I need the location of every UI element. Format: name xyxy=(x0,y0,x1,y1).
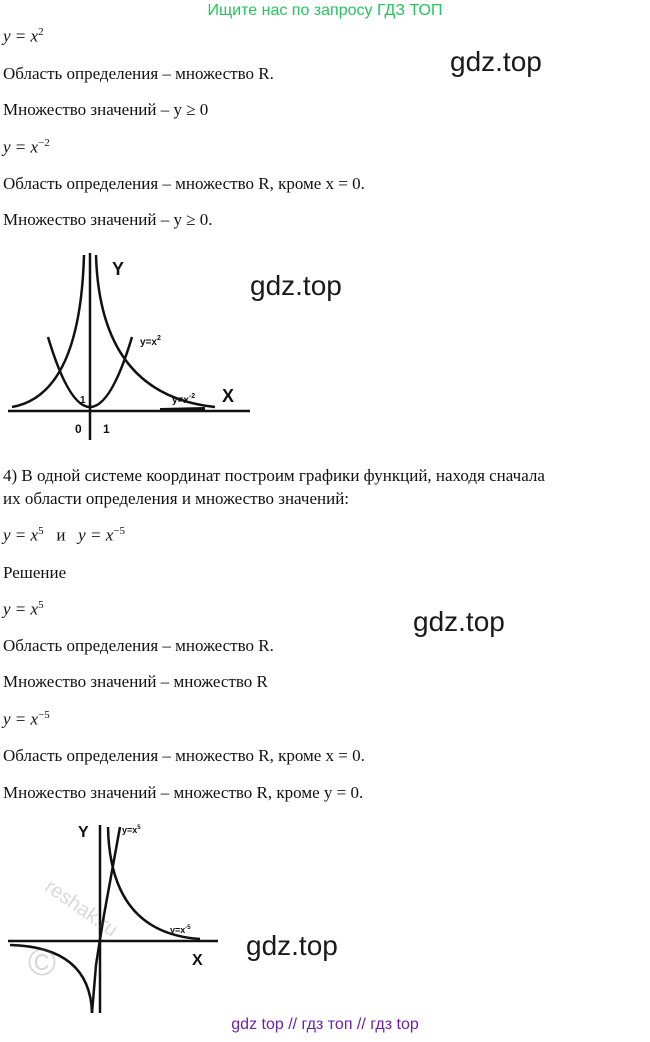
domain-3: Область определения – множество R. xyxy=(3,636,274,655)
range-2: Множество значений – y ≥ 0. xyxy=(3,210,213,229)
search-banner: Ищите нас по запросу ГДЗ ТОП xyxy=(207,2,443,19)
solution-heading: Решение xyxy=(3,563,67,582)
stamp-text: reshak.ru xyxy=(40,875,122,942)
tick-zero: 0 xyxy=(75,422,82,436)
watermark: gdz.top xyxy=(250,270,342,301)
intro-line-1: 4) В одной системе координат построим графики функций, находя сначала xyxy=(3,466,545,485)
label-x-neg5: $y=x^{-5}$ xyxy=(170,925,191,935)
footer-links: gdz top // гдз топ // гдз top xyxy=(231,1016,419,1033)
label-x5: $y=x^5$ xyxy=(122,825,141,835)
y-axis-label: Y xyxy=(78,824,89,841)
curve-x-neg5-right xyxy=(108,827,200,939)
graph-power-2 xyxy=(0,245,260,445)
watermark: gdz.top xyxy=(246,930,338,961)
curve-x-neg2-left xyxy=(12,255,84,407)
intro-line-2: их области определения и множество значений: xyxy=(3,489,350,508)
functions-pair: $y = x^5$ и $y = x^{-5}$ xyxy=(3,525,125,545)
range-1: Множество значений – y ≥ 0 xyxy=(3,100,209,119)
label-x2: $y=x^2$ xyxy=(140,335,161,348)
range-3: Множество значений – множество R xyxy=(3,672,268,691)
label-x-neg2: $y=x^{-2}$ xyxy=(172,393,196,406)
copyright-icon: © xyxy=(28,942,56,984)
watermark: gdz.top xyxy=(450,46,542,77)
point-one-label: 1 xyxy=(80,395,86,406)
range-4: Множество значений – множество R, кроме y = 0. xyxy=(3,783,364,802)
domain-4: Область определения – множество R, кроме x = 0. xyxy=(3,746,365,765)
domain-2: Область определения – множество R, кроме x = 0. xyxy=(3,174,365,193)
domain-1: Область определения – множество R. xyxy=(3,64,274,83)
x-axis-label: X xyxy=(222,386,235,406)
tick-one: 1 xyxy=(103,422,110,436)
curve-x-neg2-tail xyxy=(160,409,205,410)
formula-3: $y = x^5$ xyxy=(3,599,44,619)
graph-power-5 xyxy=(0,815,240,1015)
formula-1: $y = x^2$ xyxy=(3,26,44,46)
formula-4: $y = x^{-5}$ xyxy=(3,709,50,729)
x-axis-label: X xyxy=(192,952,203,969)
watermark: gdz.top xyxy=(413,606,505,637)
y-axis-label: Y xyxy=(112,259,125,279)
formula-2: $y = x^{-2}$ xyxy=(3,137,50,157)
